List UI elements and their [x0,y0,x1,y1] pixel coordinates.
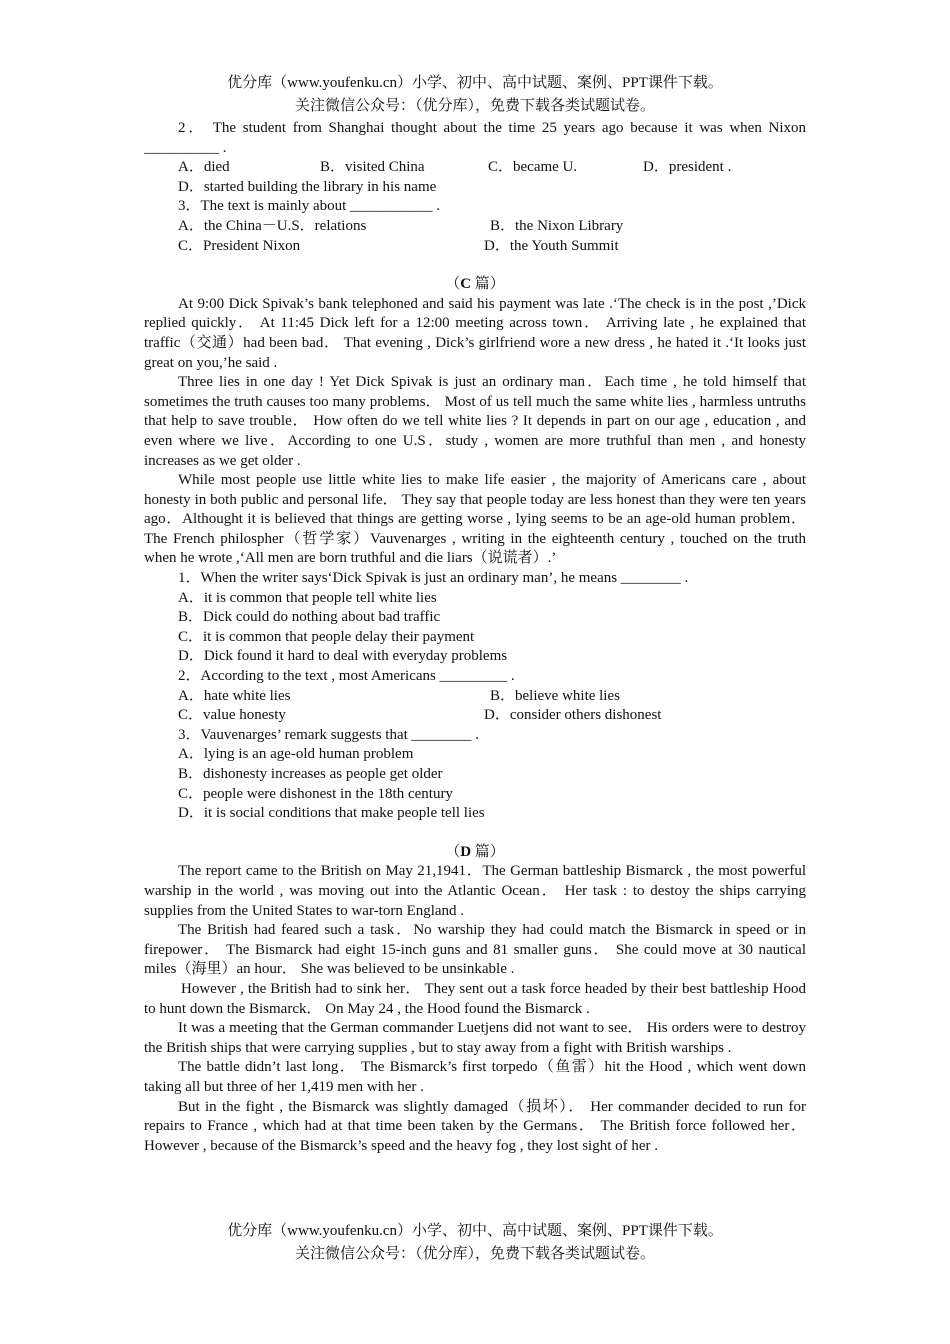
option-b2-d: D．president . [643,159,732,176]
option-b2-a: A．died [178,159,230,176]
option-c1-c: C．it is common that people delay their payment [178,628,475,645]
question-c2-options-row-2 [144,706,806,726]
page-footer [0,1220,950,1266]
option-c2-d: D．consider others dishonest [484,707,662,724]
footer-line-2: 关注微信公众号：（优分库），免费下载各类试题试卷。 [294,1246,655,1262]
page-header [0,72,950,118]
section-c-paragraph-3: While most people use little white lies to make life easier , the majority of Americans care , about honesty in both public and personal life． They say that people today are less honest than they were ten years ago．Althought it is believed that things are getting worse , lying seems to be an age-old human problem． The French philospher（哲学家）Vauvenarges , writing in the eighteenth century , touched on the truth when he wrote ,‘All men are born truthful and die liars（说谎者）.’ [144,472,806,567]
section-d-title-open: （ [445,843,461,860]
section-d-title-letter: D [460,843,472,860]
option-b3-b: B．the Nixon Library [490,217,624,234]
section-d-paragraph-4: It was a meeting that the German commander Luetjens did not want to see． His orders were to destroy the British ships that were carrying supplies , but to stay away from a fight with British warships . [144,1020,806,1056]
section-d-title [144,843,806,863]
option-b2-b: B．visited China [320,159,425,176]
option-c3-c: C．people were dishonest in the 18th century [178,785,453,802]
section-c-title-open: （ [445,276,461,293]
section-d-paragraph-3: However , the British had to sink her． They sent out a task force headed by their best battleship Hood to hunt down the Bismarck． On May 24 , the Hood found the Bismarck . [144,980,806,1017]
section-d-paragraph-6: But in the fight , the Bismarck was slightly damaged（损坏）． Her commander decided to run for repairs to France , which had at that time been taken by the Germans． The British force followed her． However , because of the Bismarck’s speed and the heavy fog , they lost sight of her . [144,1098,806,1154]
option-b2-d-extra: D．started building the library in his name [178,178,437,195]
option-b2-c: C．became U. [488,159,578,176]
option-b3-c: C．President Nixon [178,237,301,254]
option-c1-d: D．Dick found it hard to deal with everyday problems [178,648,508,665]
question-c3-stem: 3．Vauvenarges’ remark suggests that ________ . [178,726,480,743]
question-c1-stem: 1．When the writer says‘Dick Spivak is just an ordinary man’, he means ________ . [178,570,689,587]
option-b3-d: D．the Youth Summit [484,237,619,254]
option-b3-a: A．the China－U.S．relations [178,217,367,234]
question-b3-stem: 3．The text is mainly about ___________ . [178,198,441,215]
section-d-title-close: 篇） [471,843,505,860]
header-line-2: 关注微信公众号：（优分库），免费下载各类试题试卷。 [294,98,655,114]
section-d-paragraph-2: The British had feared such a task．No warship they had could match the Bismarck in speed or in firepower． The Bismarck had eight 15-inch guns and 81 smaller guns． She could move at 30 nautical miles（海里）an hour． She was believed to be unsinkable . [144,922,806,978]
option-c1-b: B．Dick could do nothing about bad traffic [178,609,441,626]
option-c2-c: C．value honesty [178,707,286,724]
section-c-paragraph-2: Three lies in one day ! Yet Dick Spivak is just an ordinary man．Each time , he told himself that sometimes the truth causes too many problems． Most of us tell much the same white lies , harmless untruths that help to save trouble． How often do we tell white lies ? It depends in part on our age , education , and even where we live．According to one U.S．study , women are more truthful than men , and honesty increases as we get older . [144,374,806,469]
section-c-title-close: 篇） [471,276,505,293]
question-b3-options-row-2 [144,237,806,257]
section-c-title [144,275,806,295]
question-c2-options-row-1 [144,687,806,707]
question-b2-stem: 2． The student from Shanghai thought about the time 25 years ago because it was when Nixon __________ . [144,120,806,156]
footer-line-1: 优分库（www.youfenku.cn）小学、初中、高中试题、案例、PPT课件下载。 [227,1223,723,1239]
option-c3-d: D．it is social conditions that make people tell lies [178,805,485,822]
question-b2-options-row [144,158,806,178]
option-c3-a: A．lying is an age-old human problem [178,746,414,763]
option-c1-a: A．it is common that people tell white lies [178,589,437,606]
section-d-paragraph-5: The battle didn’t last long． The Bismarck’s first torpedo（鱼雷）hit the Hood , which went down taking all but three of her 1,419 men with her . [144,1059,806,1095]
section-c-paragraph-1: At 9:00 Dick Spivak’s bank telephoned and said his payment was late .‘The check is in the post ,’Dick replied quickly． At 11:45 Dick left for a 12:00 meeting across town． Arriving late , he explained that traffic（交通）had been bad． That evening , Dick’s girlfriend wore a new dress , he hated it .‘It looks just great on you,’he said . [144,295,806,371]
option-c3-b: B．dishonesty increases as people get older [178,766,443,782]
question-b3-options-row-1 [144,217,806,237]
header-line-1: 优分库（www.youfenku.cn）小学、初中、高中试题、案例、PPT课件下载。 [227,75,723,91]
section-c-title-letter: C [460,276,472,293]
section-d-paragraph-1: The report came to the British on May 21,1941．The German battleship Bismarck , the most powerful warship in the world , was moving out into the Atlantic Ocean． Her task : to destoy the ships carrying supplies from the United States to war-torn England . [144,863,806,919]
option-c2-b: B．believe white lies [490,687,620,704]
question-c2-stem: 2．According to the text , most Americans _________ . [178,668,515,685]
main-content [144,119,806,1156]
option-c2-a: A．hate white lies [178,687,291,704]
